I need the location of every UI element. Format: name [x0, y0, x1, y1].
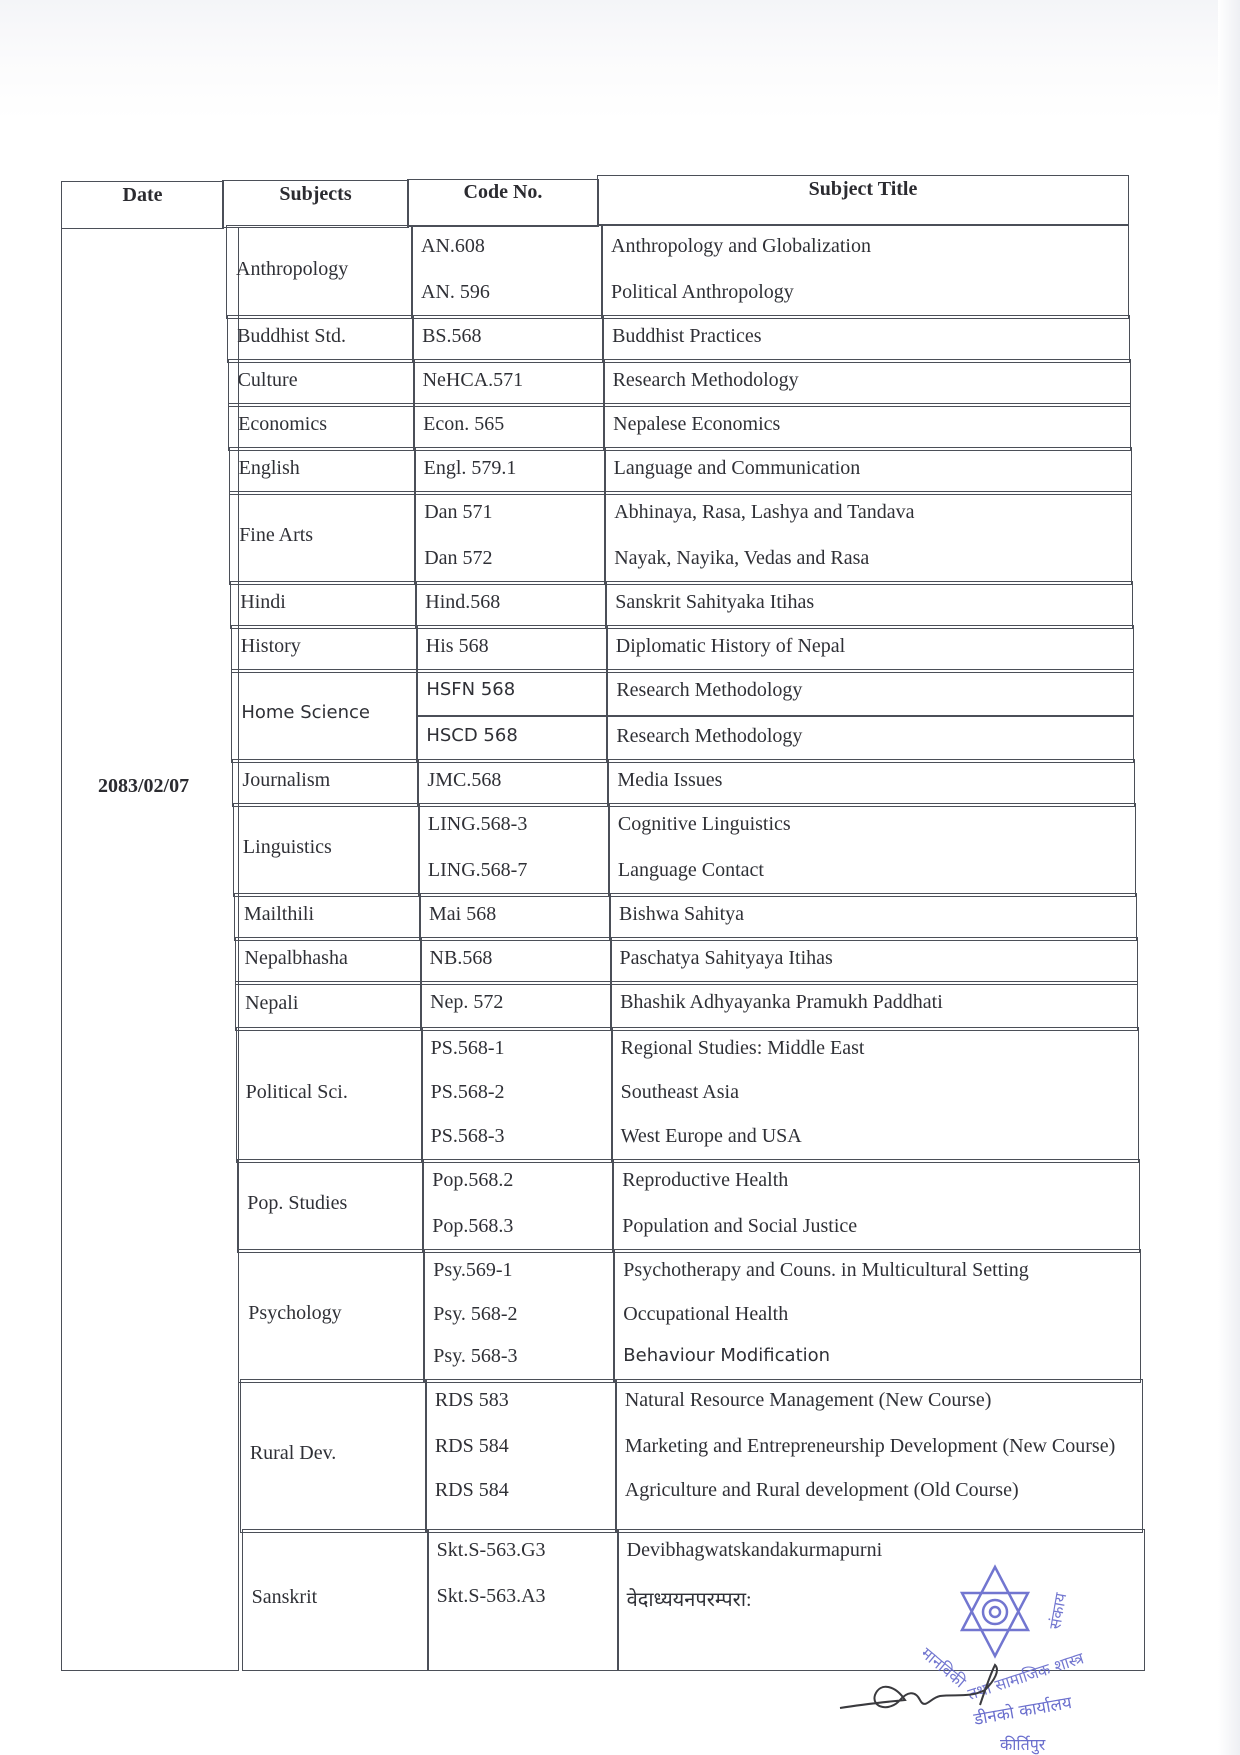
course-title: Research Methodology	[612, 369, 799, 391]
course-title: Political Anthropology	[611, 281, 794, 303]
course-code: NB.568	[429, 947, 493, 969]
subject-name: History	[240, 635, 301, 657]
subject-name: Political Sci.	[245, 1081, 348, 1103]
subject-name: Anthropology	[236, 258, 349, 280]
course-title: Language Contact	[617, 859, 764, 881]
course-title: Agriculture and Rural development (Old Course)	[624, 1479, 1019, 1501]
stamp-star-up	[962, 1567, 1028, 1630]
course-code: Dan 572	[424, 547, 493, 569]
exam-date: 2083/02/07	[98, 775, 190, 797]
stamp-emblem	[983, 1600, 1007, 1624]
course-code: NeHCA.571	[422, 369, 524, 391]
course-code: Skt.S-563.G3	[436, 1539, 546, 1561]
subject-name: Journalism	[242, 769, 331, 791]
course-title: Southeast Asia	[620, 1081, 739, 1103]
subject-name: Home Science	[241, 702, 370, 723]
course-title: Nepalese Economics	[613, 413, 781, 435]
course-code: RDS 584	[434, 1435, 509, 1457]
course-title: Research Methodology	[616, 725, 803, 747]
course-code: PS.568-3	[430, 1125, 505, 1147]
course-code: Nep. 572	[430, 991, 504, 1013]
date-cell	[61, 227, 239, 1671]
subject-name: Hindi	[240, 591, 286, 613]
course-title: Population and Social Justice	[622, 1215, 858, 1237]
course-title: Nayak, Nayika, Vedas and Rasa	[614, 547, 870, 569]
course-code: HSCD 568	[426, 725, 518, 746]
course-code: LING.568-7	[427, 859, 528, 881]
course-title: Natural Resource Management (New Course)	[624, 1389, 992, 1411]
course-code: Psy.569-1	[433, 1259, 513, 1281]
course-title: Behaviour Modification	[623, 1345, 831, 1366]
course-code: BS.568	[422, 325, 482, 347]
course-code: Dan 571	[424, 501, 493, 523]
course-title: वेदाध्ययनपरम्परा:	[626, 1589, 752, 1611]
course-title: Sanskrit Sahityaka Itihas	[615, 591, 815, 613]
header-code: Code No.	[463, 181, 543, 203]
course-code: Psy. 568-3	[433, 1345, 518, 1367]
course-title: Abhinaya, Rasa, Lashya and Tandava	[614, 501, 915, 523]
course-code: His 568	[425, 635, 489, 657]
course-title: Diplomatic History of Nepal	[615, 635, 846, 657]
course-code: PS.568-1	[430, 1037, 505, 1059]
course-title: Bhashik Adhyayanka Pramukh Paddhati	[620, 991, 943, 1013]
course-code: LING.568-3	[427, 813, 528, 835]
course-code: RDS 584	[434, 1479, 509, 1501]
subject-name: Nepalbhasha	[244, 947, 348, 969]
course-code: Mai 568	[429, 903, 497, 925]
course-code: Pop.568.3	[432, 1215, 514, 1237]
subject-name: Buddhist Std.	[237, 325, 346, 347]
header-subjects: Subjects	[279, 183, 352, 205]
course-title: Paschatya Sahityaya Itihas	[619, 947, 833, 969]
header-date: Date	[122, 184, 163, 206]
subject-name: Sanskrit	[251, 1586, 318, 1608]
stamp-arc-right: संकाय	[1045, 1591, 1071, 1631]
course-title: Marketing and Entrepreneurship Development (New Course)	[624, 1435, 1116, 1457]
course-code: AN.608	[421, 235, 485, 257]
course-code: Skt.S-563.A3	[436, 1585, 546, 1607]
course-title: Devibhagwatskandakurmapurni	[626, 1539, 883, 1561]
course-title: Buddhist Practices	[612, 325, 762, 347]
subject-name: Fine Arts	[239, 524, 314, 546]
subject-name: Nepali	[245, 992, 299, 1014]
course-title: Bishwa Sahitya	[619, 903, 745, 925]
course-code: JMC.568	[427, 769, 502, 791]
course-title: Cognitive Linguistics	[617, 813, 791, 835]
stamp-line1: डीनको कार्यालय	[972, 1693, 1074, 1730]
subject-name: Economics	[238, 413, 327, 435]
subject-name: English	[238, 457, 300, 479]
subject-name: Rural Dev.	[249, 1442, 337, 1464]
course-code: PS.568-2	[430, 1081, 505, 1103]
subject-name: Culture	[237, 369, 298, 391]
stamp-line2: कीर्तिपुर	[1000, 1735, 1046, 1754]
course-code: Econ. 565	[423, 413, 505, 435]
course-title: Psychotherapy and Couns. in Multicultural Setting	[623, 1259, 1029, 1281]
course-code: Pop.568.2	[432, 1169, 514, 1191]
course-title: West Europe and USA	[620, 1125, 802, 1147]
subject-name: Psychology	[248, 1302, 342, 1324]
subject-name: Linguistics	[242, 836, 332, 858]
course-title: Research Methodology	[616, 679, 803, 701]
course-code: Psy. 568-2	[433, 1303, 518, 1325]
course-title: Language and Communication	[613, 457, 861, 479]
stamp-arc-left: मानविकी	[917, 1643, 970, 1692]
course-code: RDS 583	[434, 1389, 509, 1411]
course-title: Occupational Health	[623, 1303, 789, 1325]
subject-name: Mailthili	[244, 903, 315, 925]
header-title: Subject Title	[808, 178, 918, 200]
course-title: Reproductive Health	[622, 1169, 789, 1191]
course-title: Anthropology and Globalization	[611, 235, 871, 257]
course-code: HSFN 568	[426, 679, 516, 700]
subject-name: Pop. Studies	[247, 1192, 348, 1214]
stamp-arc-mid: तथा सामाजिक शास्त्र	[965, 1648, 1087, 1704]
scan-edge-shadow	[1218, 0, 1240, 1755]
course-code: Engl. 579.1	[423, 457, 517, 479]
course-title: Media Issues	[617, 769, 723, 791]
course-code: Hind.568	[425, 591, 501, 613]
course-title: Regional Studies: Middle East	[620, 1037, 865, 1059]
course-code: AN. 596	[421, 281, 490, 303]
signature	[835, 1660, 1035, 1730]
